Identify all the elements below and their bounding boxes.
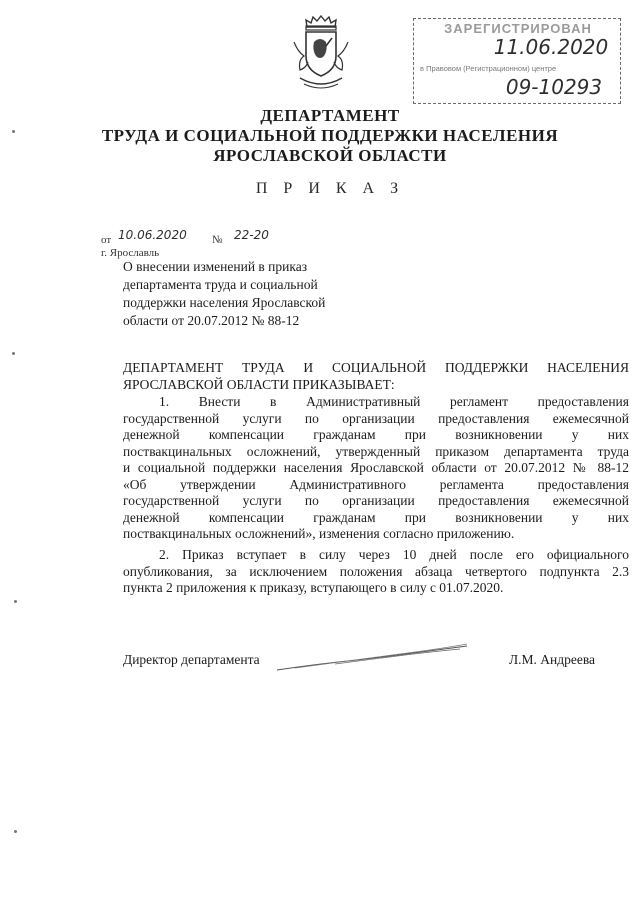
item-2-line: опубликования, за исключением положения абзаца четвертого подпункта 2.3 (123, 563, 629, 579)
item-1-line: поствакцинальных осложнений, утвержденный приказом департамента труда (123, 443, 629, 459)
margin-mark (14, 830, 17, 833)
margin-mark (12, 352, 15, 355)
number-label: № (212, 234, 223, 246)
stamp-title: ЗАРЕГИСТРИРОВАН (444, 21, 592, 36)
item-1-line: государственной услуги по организации предоставления ежемесячной (123, 410, 629, 426)
preamble-line: ЯРОСЛАВСКОЙ ОБЛАСТИ ПРИКАЗЫВАЕТ: (123, 376, 395, 392)
margin-mark (12, 130, 15, 133)
order-subject (123, 258, 373, 330)
subject-line: области от 20.07.2012 № 88-12 (123, 313, 300, 328)
item-2-paragraph (123, 547, 629, 597)
item-2-line: 2. Приказ вступает в силу через 10 дней после его официального (159, 547, 629, 562)
order-date: 10.06.2020 (118, 228, 187, 242)
dept-name-line-3: ЯРОСЛАВСКОЙ ОБЛАСТИ (213, 146, 447, 165)
subject-line: поддержки населения Ярославской (123, 295, 326, 310)
preamble-line: ДЕПАРТАМЕНТ ТРУДА И СОЦИАЛЬНОЙ ПОДДЕРЖКИ НАСЕЛЕНИЯ (123, 360, 629, 375)
registration-stamp (413, 18, 621, 104)
item-1-paragraph (123, 394, 629, 543)
item-1-line: денежной компенсации гражданам при возникновении у них (123, 427, 629, 442)
item-1-line: 1. Внести в Административный регламент предоставления (159, 394, 629, 409)
stamp-subtitle: в Правовом (Регистрационном) центре (420, 64, 557, 73)
coat-of-arms-emblem (290, 12, 352, 94)
signatory-name: Л.М. Андреева (509, 652, 596, 667)
city-label: г. Ярославль (101, 247, 160, 259)
handwritten-signature (275, 640, 475, 676)
subject-line: департамента труда и социальной (123, 277, 318, 292)
date-label: от (101, 234, 112, 246)
item-1-line: «Об утверждении Административного регламента предоставления (123, 476, 629, 492)
margin-mark (14, 600, 17, 603)
dept-name-line-1: ДЕПАРТАМЕНТ (260, 106, 400, 125)
order-number: 22-20 (234, 228, 269, 242)
stamp-date: 11.06.2020 (493, 35, 609, 59)
item-2-line: пункта 2 приложения к приказу, вступающего в силу с 01.07.2020. (123, 580, 504, 595)
stamp-number: 09-10293 (505, 75, 603, 99)
item-1-line: и социальной поддержки населения Ярославской области от 20.07.2012 № 88-12 (123, 460, 629, 475)
item-1-line: поствакцинальных осложнений», изменения согласно приложению. (123, 526, 515, 541)
item-1-line: государственной услуги по организации предоставления ежемесячной (123, 493, 629, 508)
dept-name-line-2: ТРУДА И СОЦИАЛЬНОЙ ПОДДЕРЖКИ НАСЕЛЕНИЯ (101, 126, 559, 145)
signatory-position: Директор департамента (123, 652, 260, 667)
subject-line: О внесении изменений в приказ (123, 259, 308, 274)
item-1-line: денежной компенсации гражданам при возникновении у них (123, 509, 629, 525)
document-type-title: П Р И К А З (255, 180, 405, 197)
preamble (123, 360, 629, 393)
